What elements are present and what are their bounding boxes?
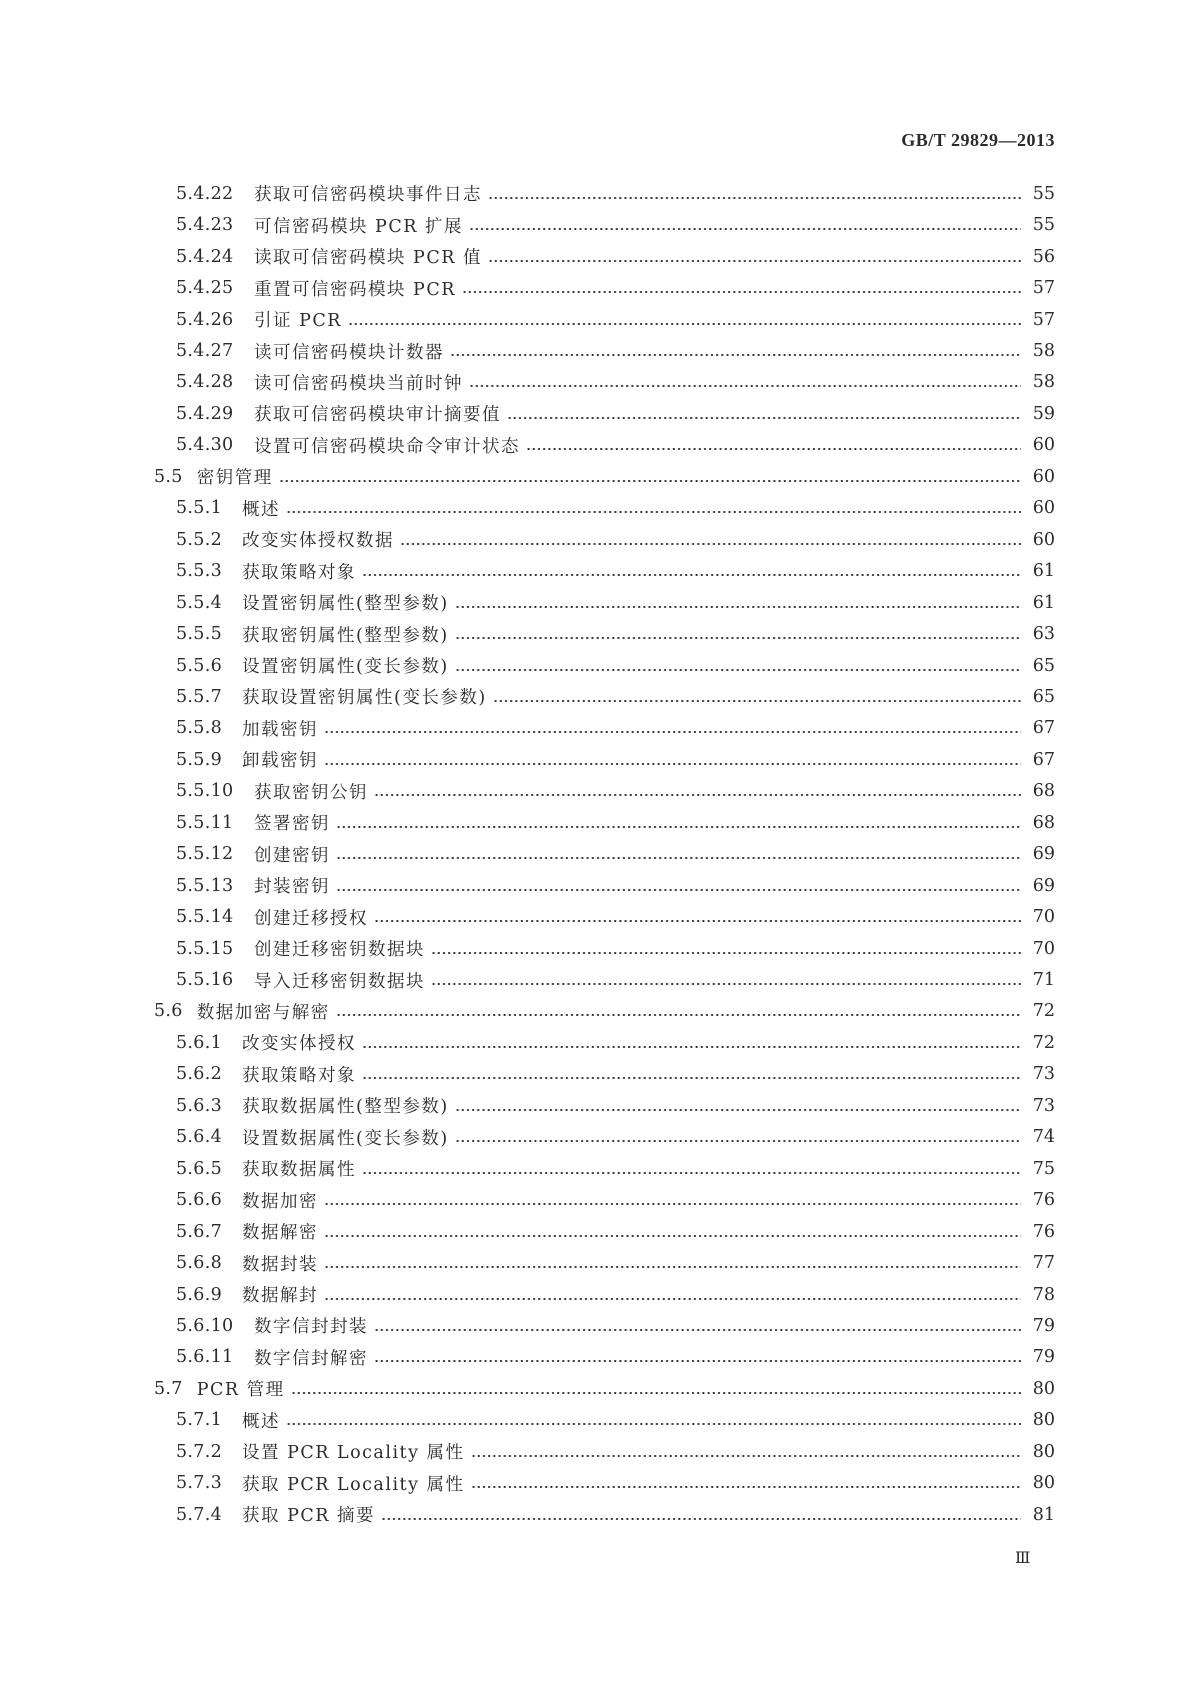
toc-entry bbox=[0, 901, 1191, 933]
toc-section-number: 5.4.28 bbox=[176, 372, 234, 393]
toc-entry bbox=[0, 367, 1191, 399]
toc-section-title: 改变实体授权 bbox=[242, 1034, 356, 1055]
toc-entry bbox=[0, 650, 1191, 682]
toc-dot-leader bbox=[324, 1233, 1021, 1239]
toc-dot-leader bbox=[348, 321, 1021, 327]
toc-page-number: 72 bbox=[1032, 1001, 1055, 1022]
toc-section-title: 读可信密码模块计数器 bbox=[254, 342, 444, 363]
toc-section-title: 获取密钥属性(整型参数) bbox=[242, 625, 449, 646]
toc-section-title: 获取 PCR Locality 属性 bbox=[242, 1474, 465, 1495]
toc-section-title: 获取策略对象 bbox=[242, 1065, 356, 1086]
toc-section-number: 5.6.4 bbox=[176, 1127, 223, 1148]
toc-section-number: 5.6 bbox=[154, 1001, 183, 1022]
toc-section-number: 5.6.2 bbox=[176, 1064, 223, 1085]
page-folio: Ⅲ bbox=[1015, 1550, 1030, 1567]
toc-page-number: 58 bbox=[1032, 372, 1055, 393]
toc-section-number: 5.5.10 bbox=[176, 781, 234, 802]
toc-section-title: 卸载密钥 bbox=[242, 751, 318, 772]
toc-section-title: 获取策略对象 bbox=[242, 562, 356, 583]
toc-page-number: 79 bbox=[1032, 1347, 1055, 1368]
toc-section-number: 5.7.2 bbox=[176, 1441, 223, 1462]
toc-dot-leader bbox=[324, 761, 1021, 767]
toc-dot-leader bbox=[286, 1421, 1021, 1427]
toc-entry bbox=[0, 1216, 1191, 1248]
toc-dot-leader bbox=[469, 383, 1021, 389]
toc-section-title: 数据解密 bbox=[242, 1223, 318, 1244]
toc-dot-leader bbox=[324, 1264, 1021, 1270]
toc-entry bbox=[0, 1090, 1191, 1122]
toc-section-number: 5.7 bbox=[154, 1378, 183, 1399]
toc-dot-leader bbox=[336, 824, 1021, 830]
toc-page-number: 71 bbox=[1032, 970, 1055, 990]
toc-section-title: 设置密钥属性(变长参数) bbox=[242, 657, 449, 677]
toc-section-title: 可信密码模块 PCR 扩展 bbox=[254, 216, 463, 237]
toc-dot-leader bbox=[488, 195, 1021, 201]
toc-entry bbox=[0, 713, 1191, 745]
toc-dot-leader bbox=[324, 1296, 1021, 1302]
toc-section-number: 5.5.16 bbox=[176, 970, 234, 990]
toc-page-number: 68 bbox=[1032, 812, 1055, 833]
toc-section-title: 密钥管理 bbox=[196, 468, 273, 489]
toc-section-number: 5.5.3 bbox=[176, 561, 223, 582]
toc-section-number: 5.7.3 bbox=[176, 1473, 223, 1494]
toc-page-number: 60 bbox=[1032, 435, 1055, 456]
toc-section-number: 5.5.2 bbox=[176, 529, 223, 550]
toc-page-number: 67 bbox=[1032, 718, 1055, 739]
toc-dot-leader bbox=[362, 572, 1021, 578]
toc-entry bbox=[0, 461, 1191, 493]
toc-section-number: 5.5.6 bbox=[176, 655, 223, 676]
toc-section-number: 5.6.1 bbox=[176, 1032, 223, 1053]
toc-section-title: 读可信密码模块当前时钟 bbox=[254, 373, 463, 394]
toc-section-number: 5.5.15 bbox=[176, 938, 234, 959]
toc-entry bbox=[0, 1405, 1191, 1437]
toc-dot-leader bbox=[324, 1201, 1021, 1207]
toc-dot-leader bbox=[324, 729, 1021, 735]
toc-page-number: 80 bbox=[1032, 1473, 1055, 1494]
toc-dot-leader bbox=[279, 478, 1021, 484]
toc-section-number: 5.6.7 bbox=[176, 1221, 223, 1242]
toc-section-title: 设置密钥属性(整型参数) bbox=[242, 594, 449, 615]
toc-section-number: 5.6.8 bbox=[176, 1253, 223, 1274]
toc-section-title: 数据加密与解密 bbox=[196, 1002, 330, 1023]
toc-dot-leader bbox=[374, 792, 1021, 798]
toc-section-title: 数据解封 bbox=[242, 1286, 318, 1306]
toc-section-number: 5.6.6 bbox=[176, 1190, 223, 1211]
toc-section-number: 5.4.27 bbox=[176, 341, 234, 361]
toc-entry bbox=[0, 1027, 1191, 1059]
toc-section-number: 5.5.13 bbox=[176, 875, 234, 896]
toc-section-title: 获取密钥公钥 bbox=[254, 782, 368, 803]
toc-page-number: 75 bbox=[1032, 1158, 1055, 1179]
toc-entry bbox=[0, 776, 1191, 808]
toc-page-number: 80 bbox=[1032, 1378, 1055, 1399]
toc-dot-leader bbox=[431, 981, 1021, 987]
toc-section-number: 5.6.11 bbox=[176, 1347, 234, 1368]
toc-section-title: 读取可信密码模块 PCR 值 bbox=[254, 248, 482, 269]
toc-page-number: 76 bbox=[1032, 1190, 1055, 1211]
toc-dot-leader bbox=[431, 950, 1021, 956]
toc-entry bbox=[0, 618, 1191, 650]
toc-page-number: 60 bbox=[1032, 529, 1055, 550]
toc-dot-leader bbox=[336, 1012, 1021, 1018]
toc-section-title: 引证 PCR bbox=[254, 311, 342, 332]
toc-entry bbox=[0, 1436, 1191, 1468]
toc-section-number: 5.5.9 bbox=[176, 749, 223, 770]
toc-entry bbox=[0, 524, 1191, 556]
toc-section-title: 获取数据属性 bbox=[242, 1160, 356, 1181]
toc-entry bbox=[0, 1373, 1191, 1405]
toc-section-title: 重置可信密码模块 PCR bbox=[254, 279, 456, 300]
toc-entry bbox=[0, 1122, 1191, 1154]
toc-page-number: 69 bbox=[1032, 844, 1055, 865]
toc-dot-leader bbox=[471, 1453, 1021, 1459]
toc-section-title: 概述 bbox=[242, 1411, 280, 1432]
toc-dot-leader bbox=[526, 446, 1021, 452]
toc-page-number: 59 bbox=[1032, 403, 1055, 424]
toc-entry bbox=[0, 1153, 1191, 1185]
toc-section-number: 5.4.29 bbox=[176, 403, 234, 424]
toc-page-number: 72 bbox=[1032, 1032, 1055, 1053]
toc-entry bbox=[0, 964, 1191, 996]
toc-page-number: 58 bbox=[1032, 341, 1055, 361]
toc-page-number: 61 bbox=[1032, 592, 1055, 613]
toc-entry bbox=[0, 241, 1191, 273]
toc-page-number: 80 bbox=[1032, 1410, 1055, 1431]
toc-section-number: 5.4.26 bbox=[176, 309, 234, 330]
toc-page-number: 80 bbox=[1032, 1441, 1055, 1462]
toc-entry bbox=[0, 272, 1191, 304]
toc-page-number: 56 bbox=[1032, 246, 1055, 267]
toc-entry bbox=[0, 1184, 1191, 1216]
toc-dot-leader bbox=[488, 258, 1021, 264]
toc-page-number: 60 bbox=[1032, 498, 1055, 519]
toc-section-title: 获取可信密码模块审计摘要值 bbox=[254, 405, 501, 426]
toc-section-title: 数字信封封装 bbox=[254, 1317, 368, 1338]
toc-page-number: 65 bbox=[1032, 686, 1055, 707]
toc-page-number: 81 bbox=[1032, 1504, 1055, 1525]
toc-entry bbox=[0, 398, 1191, 430]
toc-section-title: 设置 PCR Locality 属性 bbox=[242, 1443, 465, 1464]
toc-entry bbox=[0, 1310, 1191, 1342]
toc-section-number: 5.6.9 bbox=[176, 1284, 223, 1305]
toc-page-number: 60 bbox=[1032, 466, 1055, 487]
toc-section-title: 创建密钥 bbox=[254, 845, 330, 866]
toc-page-number: 55 bbox=[1032, 215, 1055, 236]
toc-entry bbox=[0, 1467, 1191, 1499]
toc-section-number: 5.5 bbox=[154, 466, 183, 487]
toc-section-title: 签署密钥 bbox=[254, 814, 330, 835]
toc-page-number: 55 bbox=[1032, 183, 1055, 204]
toc-dot-leader bbox=[507, 415, 1021, 421]
toc-entry bbox=[0, 178, 1191, 210]
toc-dot-leader bbox=[291, 1390, 1021, 1396]
toc-entry bbox=[0, 1247, 1191, 1279]
toc-page-number: 57 bbox=[1032, 309, 1055, 330]
toc-section-number: 5.6.3 bbox=[176, 1095, 223, 1116]
toc-entry bbox=[0, 1059, 1191, 1091]
toc-entry bbox=[0, 933, 1191, 965]
toc-dot-leader bbox=[400, 541, 1021, 547]
toc-section-title: 封装密钥 bbox=[254, 877, 330, 898]
toc-section-number: 5.5.12 bbox=[176, 844, 234, 865]
toc-section-title: 创建迁移密钥数据块 bbox=[254, 940, 425, 961]
toc-page-number: 65 bbox=[1032, 655, 1055, 676]
toc-entry bbox=[0, 335, 1191, 367]
toc-dot-leader bbox=[462, 289, 1021, 295]
toc-section-title: 设置数据属性(变长参数) bbox=[242, 1128, 449, 1149]
toc-page-number: 69 bbox=[1032, 875, 1055, 896]
toc-entry bbox=[0, 304, 1191, 336]
toc-entry bbox=[0, 209, 1191, 241]
toc-dot-leader bbox=[493, 698, 1021, 704]
toc-dot-leader bbox=[362, 1075, 1021, 1081]
toc-dot-leader bbox=[374, 918, 1021, 924]
toc-section-title: 导入迁移密钥数据块 bbox=[254, 971, 425, 992]
toc-section-title: 获取可信密码模块事件日志 bbox=[254, 185, 482, 206]
toc-entry bbox=[0, 996, 1191, 1028]
toc-section-number: 5.4.23 bbox=[176, 215, 234, 236]
toc-entry bbox=[0, 838, 1191, 870]
toc-entry bbox=[0, 744, 1191, 776]
toc-section-number: 5.5.5 bbox=[176, 624, 223, 645]
toc-entry bbox=[0, 1342, 1191, 1374]
toc-section-title: 加载密钥 bbox=[242, 719, 318, 740]
toc-section-number: 5.5.11 bbox=[176, 812, 234, 833]
toc-section-title: 获取数据属性(整型参数) bbox=[242, 1097, 449, 1118]
toc-section-title: 数据加密 bbox=[242, 1191, 318, 1212]
toc-dot-leader bbox=[469, 226, 1021, 232]
toc-entry bbox=[0, 430, 1191, 462]
toc-page-number: 68 bbox=[1032, 781, 1055, 802]
toc-page-number: 57 bbox=[1032, 278, 1055, 299]
toc-section-number: 5.5.7 bbox=[176, 686, 223, 707]
toc-dot-leader bbox=[336, 855, 1021, 861]
toc-dot-leader bbox=[362, 1170, 1021, 1176]
toc-entry bbox=[0, 870, 1191, 902]
toc-entry bbox=[0, 681, 1191, 713]
toc-page-number: 70 bbox=[1032, 907, 1055, 928]
toc-section-title: 获取 PCR 摘要 bbox=[242, 1506, 375, 1527]
toc-section-title: 获取设置密钥属性(变长参数) bbox=[242, 688, 487, 709]
toc-entry bbox=[0, 587, 1191, 619]
toc-page-number: 70 bbox=[1032, 938, 1055, 959]
toc-dot-leader bbox=[455, 635, 1021, 641]
toc-entry bbox=[0, 493, 1191, 525]
toc-dot-leader bbox=[471, 1484, 1021, 1490]
toc-page-number: 78 bbox=[1032, 1284, 1055, 1305]
toc-section-number: 5.7.1 bbox=[176, 1410, 223, 1431]
toc-section-number: 5.5.4 bbox=[176, 592, 223, 613]
toc-page-number: 79 bbox=[1032, 1315, 1055, 1336]
toc-dot-leader bbox=[455, 1107, 1021, 1113]
toc-page-number: 74 bbox=[1032, 1127, 1055, 1148]
toc-page-number: 61 bbox=[1032, 561, 1055, 582]
toc-page-number: 77 bbox=[1032, 1253, 1055, 1274]
toc-page-number: 63 bbox=[1032, 624, 1055, 645]
toc-page-number: 76 bbox=[1032, 1221, 1055, 1242]
toc-dot-leader bbox=[362, 1044, 1021, 1050]
toc-entry bbox=[0, 1499, 1191, 1531]
toc-section-title: 概述 bbox=[242, 499, 280, 520]
toc-dot-leader bbox=[336, 887, 1021, 893]
toc-dot-leader bbox=[455, 1138, 1021, 1144]
toc-section-number: 5.6.5 bbox=[176, 1158, 223, 1179]
toc-section-number: 5.4.25 bbox=[176, 278, 234, 299]
toc-section-number: 5.4.22 bbox=[176, 183, 234, 204]
toc-page-number: 73 bbox=[1032, 1095, 1055, 1116]
toc-section-number: 5.4.24 bbox=[176, 246, 234, 267]
standard-code-header: GB/T 29829—2013 bbox=[901, 130, 1055, 150]
toc-section-title: 创建迁移授权 bbox=[254, 908, 368, 929]
toc-section-title: 改变实体授权数据 bbox=[242, 531, 394, 552]
toc-dot-leader bbox=[450, 352, 1021, 358]
toc-section-title: 数据封装 bbox=[242, 1254, 318, 1275]
toc-section-number: 5.6.10 bbox=[176, 1315, 234, 1336]
toc-dot-leader bbox=[455, 604, 1021, 610]
toc-page-number: 67 bbox=[1032, 749, 1055, 770]
toc-section-number: 5.5.14 bbox=[176, 907, 234, 928]
toc-dot-leader bbox=[374, 1358, 1021, 1364]
toc-dot-leader bbox=[455, 667, 1021, 673]
toc-section-number: 5.4.30 bbox=[176, 435, 234, 456]
toc-section-number: 5.7.4 bbox=[176, 1504, 223, 1525]
toc-dot-leader bbox=[286, 509, 1021, 515]
toc-entry bbox=[0, 555, 1191, 587]
toc-entry bbox=[0, 807, 1191, 839]
toc-dot-leader bbox=[374, 1327, 1021, 1333]
toc-section-title: 数字信封解密 bbox=[254, 1348, 368, 1369]
toc-section-title: PCR 管理 bbox=[196, 1380, 285, 1401]
toc-dot-leader bbox=[381, 1516, 1021, 1522]
toc-entry bbox=[0, 1279, 1191, 1311]
toc-section-number: 5.5.1 bbox=[176, 498, 223, 519]
toc-section-number: 5.5.8 bbox=[176, 718, 223, 739]
toc-page-number: 73 bbox=[1032, 1064, 1055, 1085]
toc-section-title: 设置可信密码模块命令审计状态 bbox=[254, 436, 520, 457]
